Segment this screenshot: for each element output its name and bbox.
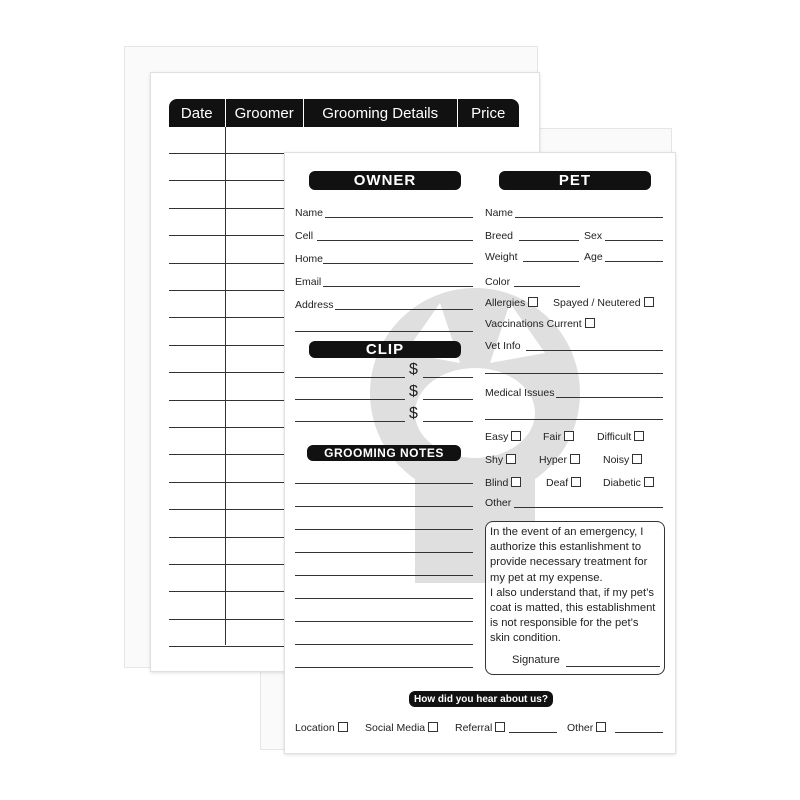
owner-cell-field[interactable] [317,240,473,241]
social-media-checkbox[interactable] [428,722,438,732]
other-source-checkbox[interactable] [596,722,606,732]
vaccinations-option[interactable] [485,318,595,330]
other-source-field[interactable] [615,732,663,733]
owner-address-label: Address [295,299,334,311]
grooming-notes-line[interactable] [295,575,473,576]
shy-checkbox[interactable] [506,454,516,464]
deaf-label: Deaf [546,477,569,489]
grooming-notes-line[interactable] [295,644,473,645]
owner-name-label: Name [295,207,324,219]
header-groomer: Groomer [226,99,304,127]
emergency-authorization-box [485,521,665,675]
authorization-line: is not responsible for the pet’s [490,617,639,630]
owner-email-label: Email [295,276,322,288]
weight-field[interactable] [523,261,579,262]
grooming-notes-line[interactable] [295,483,473,484]
clip-price-field[interactable] [423,399,473,400]
vaccinations-label: Vaccinations Current [485,318,582,330]
fair-label: Fair [543,431,562,443]
referral-label: Referral [455,722,493,734]
header-date: Date [169,99,226,127]
weight-label: Weight [485,251,518,263]
blind-checkbox[interactable] [511,477,521,487]
authorization-line: In the event of an emergency, I [490,526,644,538]
signature-field[interactable] [566,666,660,667]
hyper-option[interactable] [539,454,580,466]
medical-issues-label: Medical Issues [485,387,555,399]
clip-price-field[interactable] [423,421,473,422]
age-field[interactable] [605,261,663,262]
authorization-line: provide necessary treatment for [490,556,648,569]
sex-field[interactable] [605,240,663,241]
other-field[interactable] [514,507,663,508]
sex-label: Sex [584,230,603,242]
social-media-option[interactable] [365,722,438,734]
referral-field[interactable] [509,732,557,733]
authorization-line: coat is matted, this establishment [490,602,656,615]
spayed-checkbox[interactable] [644,297,654,307]
breed-label: Breed [485,230,514,242]
allergies-option[interactable] [485,297,538,309]
shy-label: Shy [485,454,504,466]
owner-cell-label: Cell [295,230,314,242]
pet-name-label: Name [485,207,514,219]
dollar-sign: $ [409,405,418,422]
noisy-checkbox[interactable] [632,454,642,464]
blind-label: Blind [485,477,509,489]
header-price: Price [471,104,506,122]
clip-style-field[interactable] [295,377,405,378]
shy-option[interactable] [485,454,516,466]
authorization-text [490,525,662,647]
hyper-checkbox[interactable] [570,454,580,464]
grooming-notes-line[interactable] [295,552,473,553]
difficult-label: Difficult [597,431,632,443]
grooming-notes-line[interactable] [295,598,473,599]
history-table-header [169,99,519,127]
grooming-notes-line[interactable] [295,667,473,668]
diabetic-checkbox[interactable] [644,477,654,487]
fair-checkbox[interactable] [564,431,574,441]
authorization-line: my pet at my expense. [490,571,603,584]
spayed-option[interactable] [553,297,654,309]
owner-address-field-2[interactable] [295,331,473,332]
owner-home-field[interactable] [323,263,473,264]
social-media-label: Social Media [365,722,426,734]
owner-address-field[interactable] [335,309,473,310]
difficult-option[interactable] [597,431,644,443]
referral-question: How did you hear about us? [409,691,553,707]
allergies-checkbox[interactable] [528,297,538,307]
blind-option[interactable] [485,477,521,489]
grooming-notes-line[interactable] [295,529,473,530]
color-field[interactable] [514,286,580,287]
other-source-label: Other [567,722,594,734]
vet-info-label: Vet Info [485,340,521,352]
easy-label: Easy [485,431,509,443]
owner-home-label: Home [295,253,324,265]
vet-info-field[interactable] [526,350,663,351]
header-grooming-details: Grooming Details [304,99,458,127]
signature-label: Signature [512,654,560,666]
clip-style-field[interactable] [295,399,405,400]
grooming-notes-line[interactable] [295,621,473,622]
clip-style-field[interactable] [295,421,405,422]
owner-section-title: OWNER [309,171,461,190]
grooming-notes-line[interactable] [295,506,473,507]
vet-info-field-2[interactable] [485,373,663,374]
vaccinations-checkbox[interactable] [585,318,595,328]
authorization-line: skin condition. [490,632,561,645]
authorization-line: authorize this estanlishment to [490,541,642,554]
grooming-notes-title: GROOMING NOTES [307,445,461,461]
pet-section-title: PET [499,171,651,190]
other-source-option[interactable] [567,722,606,734]
difficult-checkbox[interactable] [634,431,644,441]
age-label: Age [584,251,603,263]
owner-name-field[interactable] [325,217,473,218]
authorization-line: I also understand that, if my pet’s [490,586,654,599]
location-label: Location [295,722,335,734]
owner-email-field[interactable] [323,286,473,287]
fair-option[interactable] [543,431,574,443]
hyper-label: Hyper [539,454,568,466]
medical-issues-field[interactable] [556,397,663,398]
allergies-label: Allergies [485,297,526,309]
location-option[interactable] [295,722,348,734]
color-label: Color [485,276,511,288]
easy-option[interactable] [485,431,521,443]
referral-option[interactable] [455,722,505,734]
clip-section-title: CLIP [309,341,461,358]
noisy-option[interactable] [603,454,642,466]
other-label: Other [485,497,512,509]
location-checkbox[interactable] [338,722,348,732]
diabetic-option[interactable] [603,477,654,489]
breed-field[interactable] [519,240,579,241]
deaf-checkbox[interactable] [571,477,581,487]
referral-checkbox[interactable] [495,722,505,732]
column-divider [225,127,226,645]
dollar-sign: $ [409,383,418,400]
grooming-intake-card [284,152,676,754]
clip-price-field[interactable] [423,377,473,378]
pet-name-field[interactable] [515,217,663,218]
dollar-sign: $ [409,361,418,378]
deaf-option[interactable] [546,477,581,489]
diabetic-label: Diabetic [603,477,641,489]
spayed-label: Spayed / Neutered [553,297,641,309]
easy-checkbox[interactable] [511,431,521,441]
noisy-label: Noisy [603,454,630,466]
medical-issues-field-2[interactable] [485,419,663,420]
